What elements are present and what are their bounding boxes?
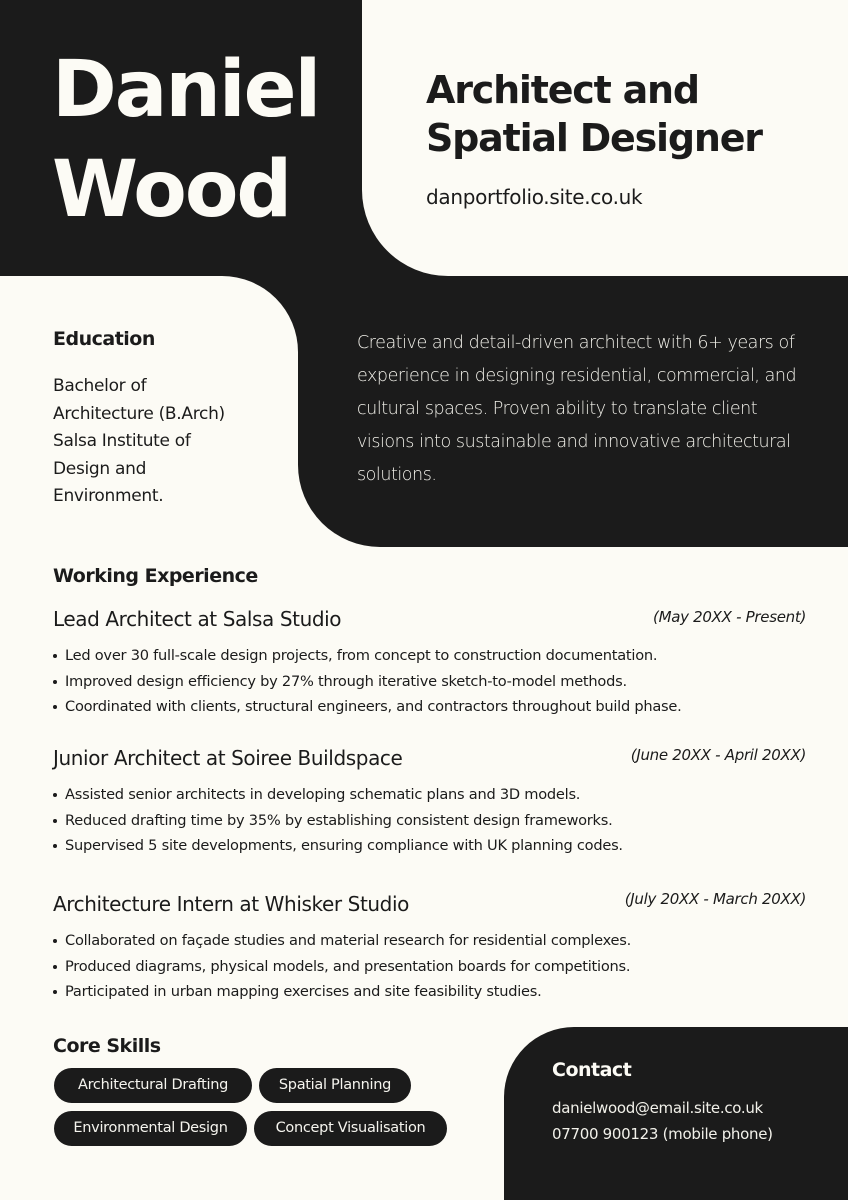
job-bullet [53,954,806,980]
experience-heading: Working Experience [53,565,258,587]
role-line-1: Architect and [426,68,699,112]
education-line: Design and [53,458,147,479]
bullet-text: Produced diagrams, physical models, and presentation boards for competitions. [65,957,631,975]
job-bullet [53,643,806,669]
bullet-icon [53,705,57,709]
full-name [52,40,319,240]
job-bullets [53,928,806,1005]
website-link[interactable]: danportfolio.site.co.uk [426,185,643,209]
profile-summary: Creative and detail-driven architect with 6+ years of experience in designing residential, commercial, and cultural spaces. Proven ability to translate client visions into sustainable and innovative architectural solutions. [357,333,797,485]
education-line: Bachelor of [53,376,147,396]
first-name: Daniel [52,45,320,135]
job-bullet [53,833,806,859]
job-dates: (May 20XX - Present) [653,608,806,626]
bullet-text: Assisted senior architects in developing schematic plans and 3D models. [65,786,581,803]
contact-email[interactable]: danielwood@email.site.co.uk [552,1099,763,1117]
job-bullets [53,782,806,859]
job-title: Architecture Intern at Whisker Studio [53,892,409,916]
contact-phone[interactable]: 07700 900123 (mobile phone) [552,1125,773,1143]
education-details [53,373,293,511]
contact-panel [504,1027,848,1200]
job-entry [53,892,806,1005]
job-dates: (July 20XX - March 20XX) [624,890,806,908]
bullet-text: Reduced drafting time by 35% by establishing consistent design frameworks. [65,811,613,829]
bullet-text: Coordinated with clients, structural engineers, and contractors throughout build phase. [65,698,682,715]
job-title: Junior Architect at Soiree Buildspace [53,746,403,770]
bullet-icon [53,939,57,943]
contact-heading: Contact [552,1059,632,1081]
job-role [426,66,762,162]
skills-heading: Core Skills [53,1035,161,1057]
job-bullet [53,979,806,1005]
education-line: Environment. [53,486,164,506]
education-line: Salsa Institute of [53,431,191,451]
skills-list [54,1068,474,1146]
bullet-icon [53,680,57,684]
bullet-icon [53,990,57,994]
job-dates: (June 20XX - April 20XX) [630,746,806,764]
bullet-icon [53,654,57,658]
skill-chip: Architectural Drafting [54,1068,252,1103]
bullet-icon [53,819,57,823]
skill-chip: Spatial Planning [259,1068,411,1103]
bullet-text: Improved design efficiency by 27% through iterative sketch-to-model methods. [65,672,627,690]
education-heading: Education [53,328,155,350]
role-line-2: Spatial Designer [426,116,762,160]
job-bullet [53,669,806,695]
job-bullets [53,643,806,720]
education-line: Architecture (B.Arch) [53,403,225,424]
job-bullet [53,928,806,954]
bullet-text: Led over 30 full-scale design projects, from concept to construction documentation. [65,647,658,664]
job-bullet [53,782,806,808]
job-entry [53,607,806,720]
skill-chip: Environmental Design [54,1111,247,1146]
bullet-icon [53,965,57,969]
job-bullet [53,808,806,834]
bullet-text: Participated in urban mapping exercises and site feasibility studies. [65,983,542,1000]
skill-chip: Concept Visualisation [254,1111,447,1146]
job-title: Lead Architect at Salsa Studio [53,607,342,631]
bullet-text: Supervised 5 site developments, ensuring compliance with UK planning codes. [65,837,623,854]
job-entry [53,746,806,859]
job-bullet [53,694,806,720]
bullet-text: Collaborated on façade studies and material research for residential complexes. [65,932,631,949]
last-name: Wood [52,145,291,235]
bullet-icon [53,793,57,797]
bullet-icon [53,844,57,848]
